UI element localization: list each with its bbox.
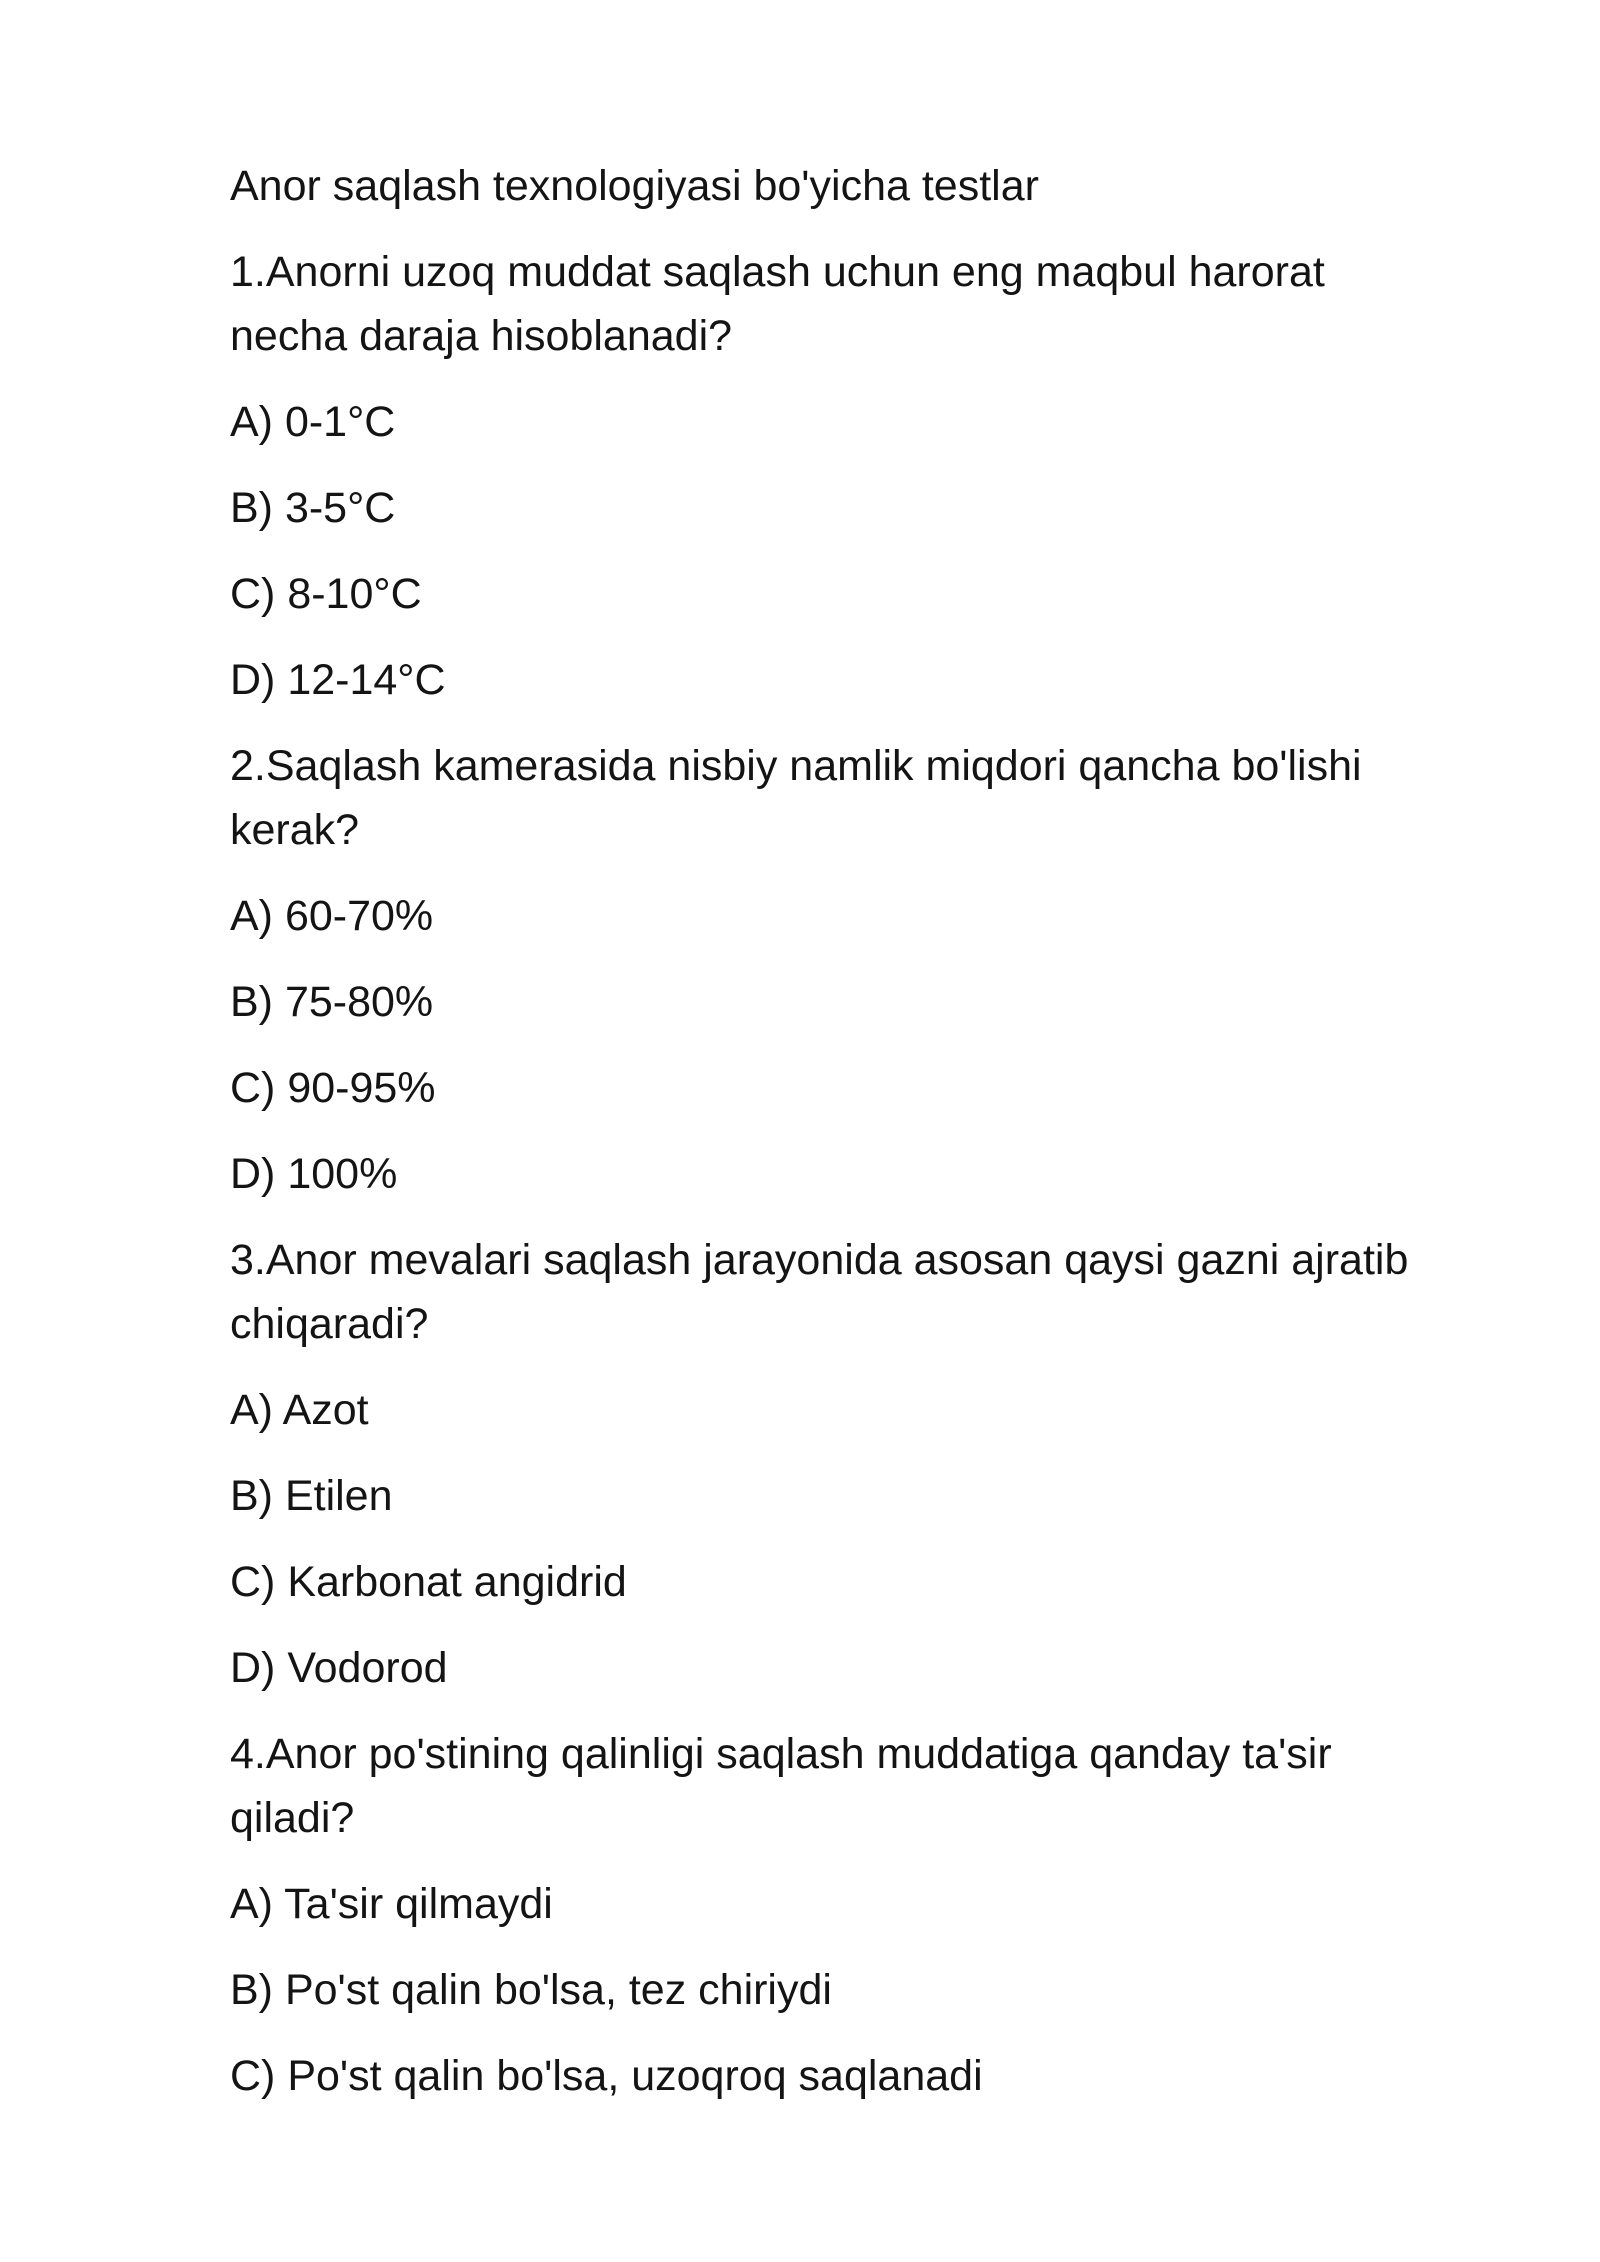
question-1 — [230, 240, 1450, 712]
question-2 — [230, 734, 1450, 1206]
document-page — [230, 154, 1450, 2130]
answer-option-a: A) 0-1°C — [230, 398, 396, 446]
answer-option-c: C) Po'st qalin bo'lsa, uzoqroq saqlanadi — [230, 2052, 983, 2100]
answer-option-c: C) 90-95% — [230, 1064, 436, 1112]
answer-option-d: D) Vodorod — [230, 1644, 448, 1692]
answer-option-d: D) 12-14°C — [230, 656, 446, 704]
answer-option-b: B) Po'st qalin bo'lsa, tez chiriydi — [230, 1966, 832, 2014]
answer-option-a: A) 60-70% — [230, 892, 434, 940]
question-text: 2.Saqlash kamerasida nisbiy namlik miqdori qancha bo'lishi kerak? — [230, 742, 1362, 854]
question-text: 4.Anor po'stining qalinligi saqlash muddatiga qanday ta'sir qiladi? — [230, 1730, 1332, 1842]
question-text: 1.Anorni uzoq muddat saqlash uchun eng maqbul harorat necha daraja hisoblanadi? — [230, 248, 1325, 360]
answer-option-a: A) Azot — [230, 1386, 369, 1434]
question-text: 3.Anor mevalari saqlash jarayonida asosan qaysi gazni ajratib chiqaradi? — [230, 1236, 1409, 1348]
question-4 — [230, 1722, 1450, 2108]
answer-option-b: B) 75-80% — [230, 978, 434, 1026]
answer-option-b: B) Etilen — [230, 1472, 393, 1520]
answer-option-c: C) Karbonat angidrid — [230, 1558, 627, 1606]
answer-option-b: B) 3-5°C — [230, 484, 396, 532]
answer-option-d: D) 100% — [230, 1150, 398, 1198]
question-3 — [230, 1228, 1450, 1700]
document-title: Anor saqlash texnologiyasi bo'yicha testlar — [230, 162, 1039, 210]
answer-option-c: C) 8-10°C — [230, 570, 422, 618]
answer-option-a: A) Ta'sir qilmaydi — [230, 1880, 553, 1928]
